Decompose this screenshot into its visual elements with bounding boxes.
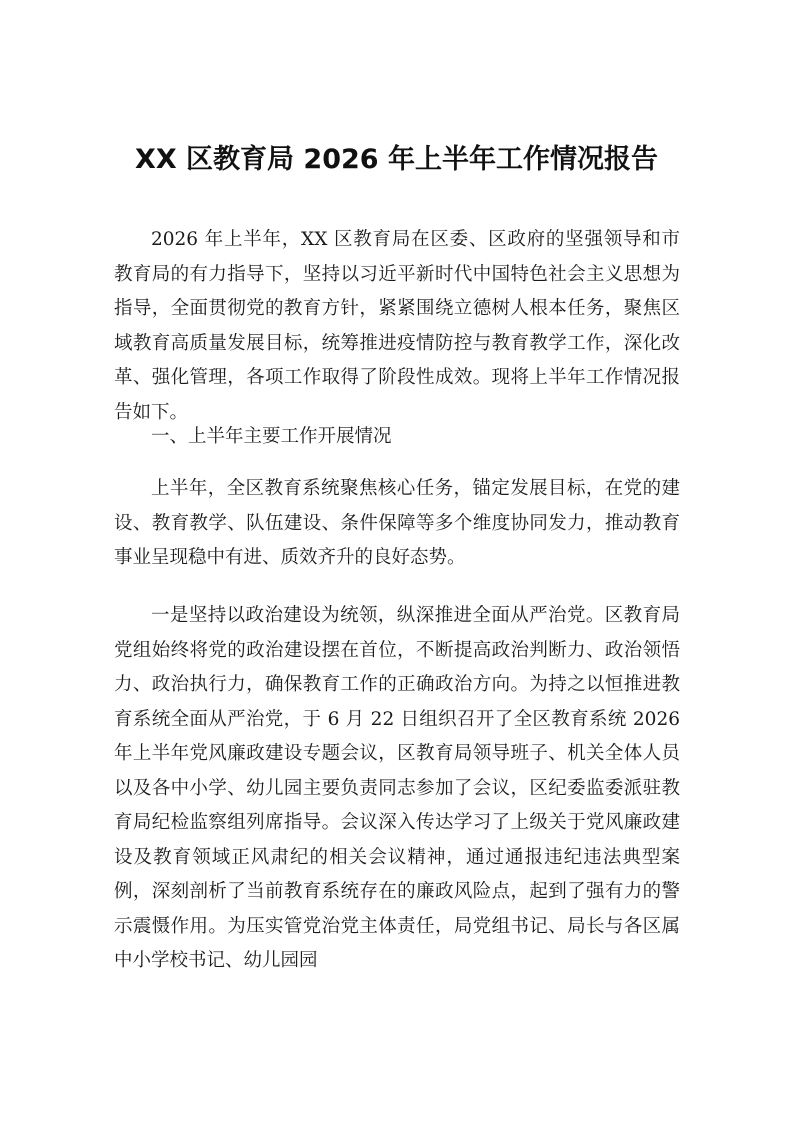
section-1-paragraph-1: 上半年，全区教育系统聚焦核心任务，锚定发展目标，在党的建设、教育教学、队伍建设、条件保障等多个维度协同发力，推动教育事业呈现稳中有进、质效齐升的良好态势。	[114, 478, 680, 568]
document-body	[114, 223, 680, 430]
section-1-body-2	[114, 599, 680, 979]
section-1-heading: 一、上半年主要工作开展情况	[151, 426, 392, 447]
document-title: XX 区教育局 2026 年上半年工作情况报告	[135, 144, 658, 175]
section-1-body	[114, 472, 680, 576]
intro-paragraph: 2026 年上半年，XX 区教育局在区委、区政府的坚强领导和市教育局的有力指导下，坚持以习近平新时代中国特色社会主义思想为指导，全面贯彻党的教育方针，紧紧围绕立德树人根本任务，聚焦区域教育高质量发展目标，统筹推进疫情防控与教育教学工作，深化改革、强化管理，各项工作取得了阶段性成效。现将上半年工作情况报告如下。	[114, 229, 680, 423]
section-1-paragraph-2: 一是坚持以政治建设为统领，纵深推进全面从严治党。区教育局党组始终将党的政治建设摆在首位，不断提高政治判断力、政治领悟力、政治执行力，确保教育工作的正确政治方向。为持之以恒推进教育系统全面从严治党，于 6 月 22 日组织召开了全区教育系统 2026 年上半年党风廉政建设专题会议，区教育局领导班子、机关全体人员以及各中小学、幼儿园主要负责同志参加了会议，区纪委监委派驻教育局纪检监察组列席指导。会议深入传达学习了上级关于党风廉政建设及教育领域正风肃纪的相关会议精神，通过通报违纪违法典型案例，深刻剖析了当前教育系统存在的廉政风险点，起到了强有力的警示震慑作用。为压实管党治党主体责任，局党组书记、局长与各区属中小学校书记、幼儿园园	[114, 605, 680, 971]
section-1	[114, 420, 680, 455]
